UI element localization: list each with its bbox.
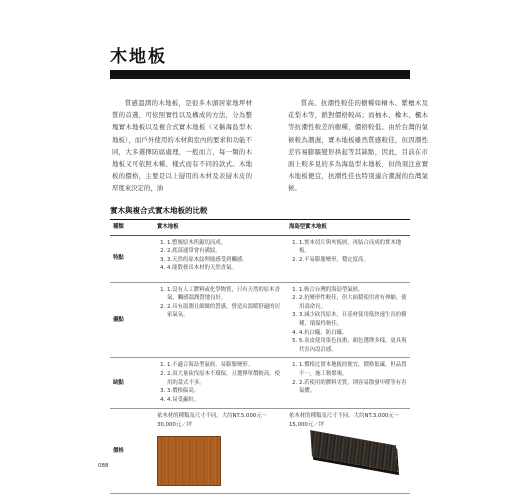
engineered-advantages (286, 282, 410, 358)
list-item: 3. 3.減少砍伐原木，且基材使用低快速生長的樹種，環保性較佳。 (299, 311, 407, 328)
list-item: 3. 3.價格偏高。 (167, 387, 283, 396)
list-item: 4. 4.易受蟲蛀。 (167, 396, 283, 405)
intro-paragraph-right: 質高、抗潮性較佳的樹種如檜木、紫檀木及花梨木等，銷對價格較高；而柚木、橡木、楓木等抗潮性較差的樹種，價格較低。由於台灣的氣候較為潮濕，實木地板雖然質感較佳，但因潮性差容易膨脹變形拱起等其缺點，因此，目前在市面上較多見的多為海島型木地板，但尚須注意實木地板便宜，抗潮性佳也特別適合潮濕的台灣氣候。 (288, 99, 428, 193)
list-item: 2. 2.不易膨脹變形，穩定度高。 (299, 256, 407, 265)
comparison-title: 實木與複合式實木地板的比較 (110, 205, 410, 220)
list-item: 1. 1.不適合海島型氣候，易膨脹變形。 (167, 361, 283, 370)
engineered-price-cell (286, 409, 410, 493)
solid-price: 依木材的種類及尺寸不同，大約NT.5,000元～30,000元／坪 (157, 413, 268, 428)
engineered-disadvantages (286, 358, 410, 409)
intro-column-left (112, 97, 252, 195)
engineered-wood-sample-image (289, 430, 407, 490)
list-item: 2. 2.抗變形性較佳，但大面積使用會有伸縮，使用壽命長。 (299, 294, 407, 311)
title-bar (110, 70, 410, 79)
list-item: 1. 1.實木切片與夾板層，再結合而成的實木地板。 (299, 239, 407, 256)
list-item: 3. 3.天然的原木紋理能感受到觸感。 (167, 256, 283, 265)
intro-paragraph-left: 質感溫潤的木地板，是很多木頭居家地坪材質的首選，可依照實性以及構成的方法，分為整塊實木地板以及複合式實木地板（又稱海島型木地板），而戶外使用的木材與室內的要求和功能不同，大多選擇防腐處理，一般而言，每一類的木地板又可依照木種、樣式而有不同的款式。木地板的價格，主要是以上層用的木材及表層木皮的厚度來決定的，油 (112, 99, 252, 193)
comparison-table (110, 220, 410, 494)
table-row (110, 282, 410, 358)
list-item: 1. 1.沒有人工膠料或化學物質，只有天然的原木香氣，觸感溫潤質地良好。 (167, 286, 283, 303)
header-engineered-wood: 海島型實木地板 (286, 220, 410, 235)
intro-column-right (288, 97, 428, 195)
header-type: 種類 (110, 220, 154, 235)
list-item: 4. 4.抗白蟻、防白蟻。 (299, 329, 407, 338)
table-row (110, 235, 410, 282)
table-header-row (110, 220, 410, 235)
list-item: 2. 2.須大量砍伐原木不環保，且選擇單價較高，使用的款式不多。 (167, 370, 283, 387)
list-item: 1. 1.較合台灣的海島型氣候。 (299, 286, 407, 295)
list-item: 2. 2.具有溫潤且細緻的質感，營造出溫暖舒適的居家氣氛。 (167, 303, 283, 320)
row-label: 缺點 (110, 358, 154, 409)
engineered-board-image (310, 430, 398, 472)
row-label: 優點 (110, 282, 154, 358)
list-item: 2. 2.若使用的膠料劣質，則容易散發甲醛等有害氣體。 (299, 379, 407, 396)
list-item: 1. 1.整塊原木所鋸切而成。 (167, 239, 283, 248)
list-item: 2. 2.底部通常會有溝紋。 (167, 247, 283, 256)
engineered-features (286, 235, 410, 282)
table-row (110, 409, 410, 493)
page-title: 木地板 (110, 47, 167, 67)
engineered-price: 依木材的種類及尺寸不同，大約NT.3,000元～15,000元／坪 (289, 413, 400, 428)
solid-advantages (154, 282, 286, 358)
row-label: 特點 (110, 235, 154, 282)
list-item: 1. 1.價格比實木地板的便宜，價格低廉，但品質不一，施工較繁複。 (299, 361, 407, 378)
solid-features (154, 235, 286, 282)
row-label: 價格 (110, 409, 154, 493)
solid-wood-sample-image (157, 436, 221, 486)
solid-disadvantages (154, 358, 286, 409)
table-row (110, 358, 410, 409)
list-item: 4. 4.能散發出木材的天然香氣。 (167, 264, 283, 273)
page-number: 088 (98, 463, 109, 469)
list-item: 5. 5.表皮使用染色技術，顏色選擇多樣，更具現代室內設計感。 (299, 337, 407, 354)
solid-price-cell (154, 409, 286, 493)
header-solid-wood: 實木地板 (154, 220, 286, 235)
